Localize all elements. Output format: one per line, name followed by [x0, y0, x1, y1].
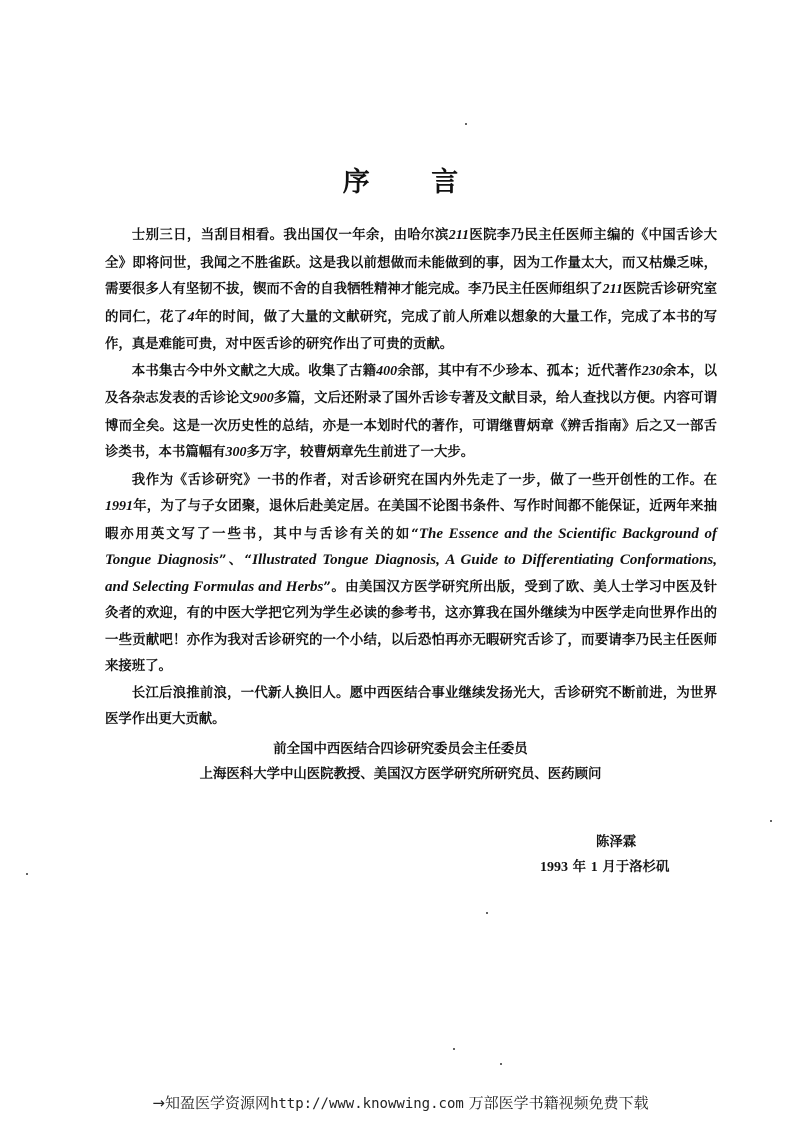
paragraph-2-segment: 400	[376, 363, 398, 379]
paragraph-1-segment: 医院舌诊研究室的同仁，花了	[105, 281, 718, 325]
paragraph-2-segment: 本书集古今中外文献之大成。收集了古籍	[131, 362, 377, 379]
paragraph-1	[105, 222, 717, 358]
paragraph-1-segment: 年的时间，做了大量的文献研究，完成了前人所难以想象的大量工作，完成了本书的写作，真是难能可贵，对中医舌诊的研究作出了可贵的贡献。	[105, 308, 717, 352]
author-name: 陈泽霖	[596, 834, 637, 850]
scan-speck	[26, 873, 28, 875]
paragraph-3-segment: 我作为《舌诊研究》一书的作者，对舌诊研究在国内外先走了一步，做了一些开创性的工作。在	[131, 471, 717, 488]
date-year-unit: 年	[568, 859, 591, 875]
paragraph-1-segment: 4	[187, 309, 195, 325]
paragraph-2-segment: 多篇，文后还附录了国外舌诊专著及文献目录，给人查找以方便。内容可谓博而全矣。这是一次历史性的总结，亦是一本划时代的著作，可谓继曹炳章《辨舌指南》后之又一部舌诊类书，本书篇幅有	[105, 390, 717, 460]
paragraph-2-segment: 余本，以及各杂志发表的舌诊论文	[105, 362, 718, 406]
paragraph-2-segment: 余部，其中有不少珍本、孤本；近代著作	[397, 362, 642, 379]
paragraph-1-segment: 医院李乃民主任医师主编的《中国舌诊大全》即将问世，我闻之不胜雀跃。这是我以前想做而未能做到的事，因为工作量太大，而又枯燥乏味，需要很多人有坚韧不拔，锲而不舍的自我牺牲精神才能完成。李乃民主任医师组织了	[105, 227, 718, 297]
date-place: 月于洛杉矶	[597, 859, 670, 875]
footer-prefix: →知盈医学资源网	[152, 1094, 270, 1112]
scan-speck	[486, 912, 488, 914]
preface-body	[105, 222, 717, 733]
paragraph-3-segment: 1991	[105, 499, 133, 514]
paragraph-3-segment: The Essence and the Scientific Background of Tongue Diagnosis	[105, 525, 718, 568]
paragraph-3-segment: 年，为了与子女团聚，退休后赴美定居。在美国不论图书条件、写作时间都不能保证，近两年来抽暇亦用英文写了一些书，其中与舌诊有关的如“	[105, 498, 717, 542]
author-title-line-2: 上海医科大学中山医院教授、美国汉方医学研究所研究员、医药顾问	[199, 766, 602, 782]
paragraph-2-segment: 900	[252, 391, 274, 406]
date-month: 1	[590, 860, 598, 875]
scan-speck	[465, 123, 467, 125]
paragraph-2	[105, 358, 717, 467]
page-title: 序 言	[342, 167, 485, 198]
paragraph-4	[105, 680, 717, 733]
paragraph-3-segment: ”。由美国汉方医学研究所出版，受到了欧、美人士学习中医及针灸者的欢迎，有的中医大学把它列为学生必读的参考书，这亦算我在国外继续为中医学走向世界作出的一些贡献吧！亦作为我对舌诊研究的一个小结，以后恐怕再亦无暇研究舌诊了，而要请李乃民主任医师来接班了。	[105, 578, 718, 674]
scan-speck	[453, 1048, 455, 1050]
paragraph-1-segment: 211	[448, 228, 469, 243]
paragraph-2-segment: 多万字，较曹炳章先生前进了一大步。	[246, 444, 475, 460]
paragraph-1-segment: 士别三日，当刮目相看。我出国仅一年余，由哈尔滨	[131, 227, 449, 243]
footer-link[interactable]: http://www.knowwing.com	[269, 1096, 464, 1112]
paragraph-4-segment: 长江后浪推前浪，一代新人换旧人。愿中西医结合事业继续发扬光大，舌诊研究不断前进，为世界医学作出更大贡献。	[105, 684, 717, 727]
paragraph-1-segment: 211	[602, 282, 623, 297]
paragraph-3-segment: Illustrated Tongue Diagnosis, A Guide to Differentiating Conformations, and Selecting Formulas and Herbs	[105, 552, 718, 595]
paragraph-2-segment: 230	[641, 363, 663, 379]
scan-speck	[770, 820, 772, 822]
paragraph-2-segment: 300	[225, 445, 247, 460]
scan-speck	[500, 1063, 502, 1065]
date-year: 1993	[540, 860, 568, 875]
author-title-line-1: 前全国中西医结合四诊研究委员会主任委员	[273, 741, 528, 757]
footer-suffix: 万部医学书籍视频免费下载	[463, 1094, 649, 1112]
footer-banner	[0, 1092, 801, 1113]
signature-date	[540, 856, 669, 876]
paragraph-3	[105, 467, 717, 680]
paragraph-3-segment: ”、“	[218, 552, 253, 568]
